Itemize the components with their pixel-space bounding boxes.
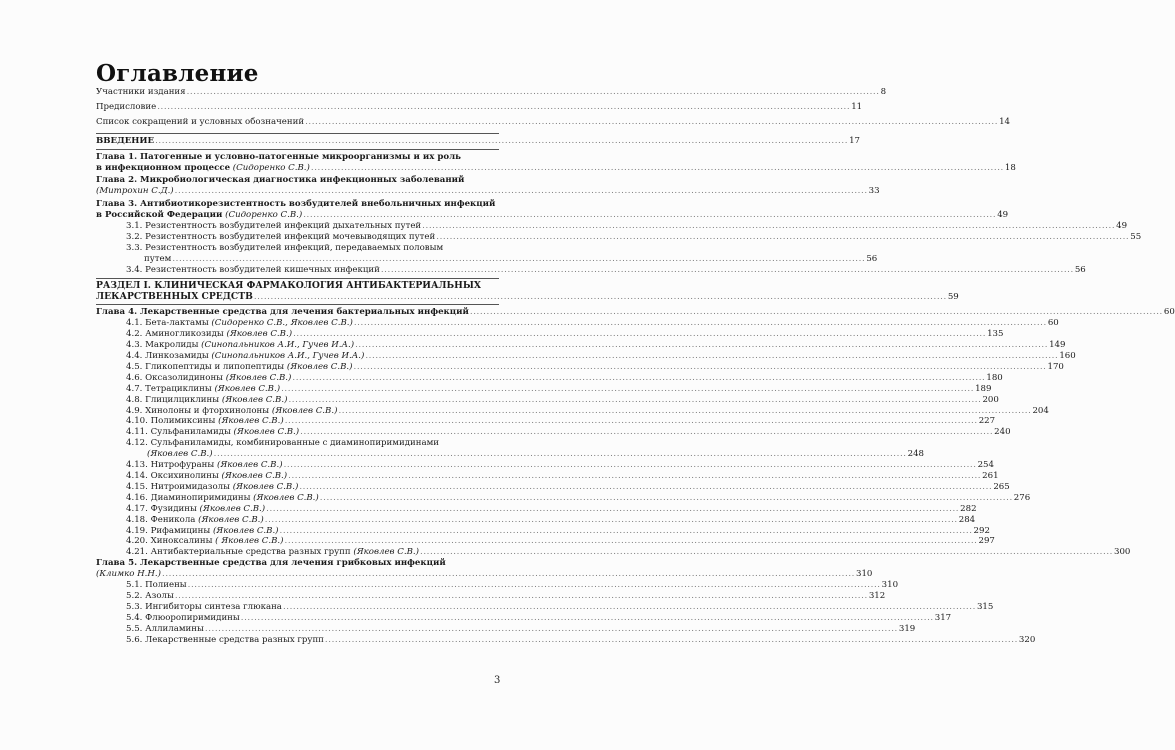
toc-entry-page: 149 [1049, 340, 1066, 351]
toc-chapter-heading: Глава 5. Лекарственные средства для лечения грибковых инфекций [96, 558, 446, 569]
toc-entry-page: 11 [851, 101, 863, 112]
toc-entry-page: 170 [1047, 361, 1064, 372]
toc-entry[interactable] [96, 449, 925, 460]
toc-entry-page: 254 [977, 460, 994, 471]
toc-entry-author: (Яковлев С.В.) [271, 405, 338, 416]
toc-entry[interactable] [96, 361, 1064, 373]
toc-entry[interactable] [96, 623, 916, 635]
table-of-contents [96, 87, 1175, 646]
toc-entry[interactable] [96, 351, 1076, 362]
toc-entry-title: 4.16. Диаминопиримидины [126, 492, 251, 503]
toc-entry-title[interactable]: 3.3. Резистентность возбудителей инфекций, передаваемых половым [126, 242, 444, 253]
toc-entry-author: (Яковлев С.В.) [147, 449, 213, 460]
toc-entry[interactable] [96, 372, 1003, 384]
toc-entry-page: 135 [987, 329, 1004, 340]
toc-entry-author: (Яковлев С.В.) [286, 361, 353, 372]
toc-entry[interactable] [96, 329, 1004, 340]
toc-entry-page: 49 [1116, 221, 1128, 232]
toc-entry[interactable] [96, 264, 1086, 276]
toc-entry-page: 49 [997, 210, 1009, 221]
toc-entry-page: 261 [982, 471, 999, 481]
toc-entry[interactable] [96, 471, 999, 482]
toc-entry-title: 4.17. Фузидины [126, 503, 197, 514]
toc-entry-page: 300 [1113, 547, 1131, 558]
divider [96, 278, 499, 279]
toc-entry-title: 4.4. Линкозамиды [126, 351, 209, 362]
toc-entry-title: 5.2. Азолы [126, 590, 174, 601]
toc-entry[interactable] [96, 135, 860, 147]
toc-entry-page: 265 [993, 481, 1010, 492]
toc-entry-title: 5.4. Флюоропиримидины [126, 612, 240, 623]
toc-entry-author: (Яковлев С.В.) [226, 329, 293, 340]
toc-entry[interactable] [96, 460, 994, 471]
toc-entry-page: 276 [1013, 492, 1031, 503]
toc-entry-page: 315 [976, 601, 994, 612]
toc-entry[interactable] [96, 340, 1066, 351]
toc-entry-page: 160 [1059, 351, 1076, 362]
toc-entry[interactable] [96, 231, 1142, 243]
page-title: Оглавление [96, 60, 259, 87]
toc-entry-title: 3.1. Резистентность возбудителей инфекций дыхательных путей [126, 221, 422, 232]
toc-entry-page: 33 [868, 186, 880, 197]
toc-entry-author: (Яковлев С.В.) [232, 481, 299, 492]
toc-entry[interactable] [96, 569, 873, 580]
toc-entry-author: (Климко Н.Н.) [96, 569, 161, 580]
toc-entry-title: 4.8. Глицилциклины [126, 394, 220, 405]
toc-chapter-heading: Глава 2. Микробиологическая диагностика инфекционных заболеваний [96, 175, 465, 186]
toc-entry-title: ЛЕКАРСТВЕННЫХ СРЕДСТВ [96, 290, 253, 302]
toc-entry-page: 297 [978, 536, 995, 547]
toc-entry-title: 4.15. Нитроимидазолы [126, 481, 230, 492]
toc-entry-page: 60 [1047, 318, 1059, 329]
toc-chapter-heading: Глава 1. Патогенные и условно-патогенные микроорганизмы и их роль [96, 151, 462, 162]
toc-entry[interactable] [96, 634, 1036, 646]
toc-entry-author: (Яковлев С.В.) [221, 471, 288, 481]
toc-entry[interactable] [96, 514, 976, 526]
toc-entry[interactable] [96, 307, 1175, 318]
toc-entry-title: Список сокращений и условных обозначений [96, 116, 305, 127]
toc-entry-title: 5.3. Ингибиторы синтеза глюкана [126, 601, 282, 612]
toc-entry-page: 200 [982, 394, 999, 405]
toc-entry-author: (Яковлев С.В.) [353, 547, 419, 558]
toc-entry-title: 4.5. Гликопептиды и липопептиды [126, 361, 285, 372]
toc-entry-title: 5.1. Полиены [126, 580, 187, 591]
toc-entry-title: 3.4. Резистентность возбудителей кишечных инфекций [126, 264, 380, 275]
toc-entry-author: (Яковлев С.В.) [199, 503, 266, 514]
toc-entry[interactable] [96, 318, 1059, 329]
toc-section-heading: РАЗДЕЛ I. КЛИНИЧЕСКАЯ ФАРМАКОЛОГИЯ АНТИБАКТЕРИАЛЬНЫХ [96, 279, 481, 291]
toc-entry-title: 4.20. Хиноксалины [126, 536, 213, 547]
toc-entry-page: 310 [855, 569, 873, 580]
toc-entry-title: Глава 4. Лекарственные средства для лечения бактериальных инфекций [96, 307, 469, 318]
toc-entry-author: (Сидоренко С.В.) [225, 210, 303, 221]
toc-entry[interactable] [96, 601, 994, 613]
toc-entry[interactable] [96, 87, 887, 98]
toc-entry-title: 4.13. Нитрофураны [126, 460, 215, 471]
toc-entry[interactable] [96, 186, 880, 197]
toc-entry-page: 17 [849, 135, 860, 146]
divider [96, 304, 499, 305]
toc-entry-page: 282 [960, 503, 977, 514]
toc-entry-page: 248 [907, 449, 925, 460]
toc-entry[interactable] [96, 547, 1131, 558]
toc-entry[interactable] [96, 405, 1049, 417]
toc-entry-title: 5.5. Аллиламины [126, 623, 204, 634]
toc-entry-author: (Яковлев С.В.) [212, 525, 279, 536]
toc-entry-title: 4.19. Рифамицины [126, 525, 211, 536]
toc-entry-page: 240 [994, 427, 1011, 438]
page-number: 3 [494, 675, 501, 686]
toc-entry[interactable] [96, 590, 886, 602]
toc-entry[interactable] [96, 612, 952, 624]
toc-entry-title: 4.21. Антибактериальные средства разных групп [126, 547, 351, 558]
toc-entry[interactable] [96, 383, 992, 395]
toc-entry[interactable] [96, 580, 899, 591]
toc-entry[interactable] [96, 116, 1010, 128]
toc-entry-title: в инфекционном процессе [96, 162, 231, 173]
toc-entry-title: 4.10. Полимиксины [126, 416, 216, 427]
toc-entry[interactable] [96, 101, 863, 113]
toc-entry-page: 56 [866, 253, 878, 264]
toc-entry[interactable] [96, 503, 977, 515]
toc-entry-author: (Яковлев С.В.) [214, 383, 281, 394]
toc-entry[interactable] [96, 416, 996, 427]
toc-entry-title: 4.11. Сульфаниламиды [126, 427, 231, 438]
toc-entry[interactable] [96, 221, 1128, 232]
divider [96, 133, 499, 134]
toc-entry-author: (Яковлев С.В.) [253, 492, 319, 503]
toc-entry-title: в Российской Федерации [96, 210, 223, 221]
toc-entry[interactable] [96, 210, 1009, 221]
toc-entry[interactable] [96, 290, 959, 303]
toc-entry-author: (Синопальников А.И., Гучев И.А.) [201, 340, 355, 351]
toc-entry-page: 8 [880, 87, 887, 97]
toc-entry-author: (Синопальников А.И., Гучев И.А.) [211, 351, 365, 362]
toc-entry-page: 59 [947, 291, 959, 302]
toc-entry[interactable] [96, 162, 1016, 174]
toc-entry-page: 284 [958, 514, 976, 525]
toc-entry-title: Участники издания [96, 87, 186, 97]
toc-entry-title: 4.3. Макролиды [126, 340, 199, 351]
toc-entry[interactable] [96, 253, 878, 265]
toc-entry-title: 4.18. Феникола [126, 514, 196, 525]
toc-entry-page: 317 [934, 612, 952, 623]
toc-entry-page: 227 [978, 416, 996, 427]
toc-entry-author: (Яковлев С.В.) [198, 514, 264, 525]
toc-entry[interactable] [96, 492, 1031, 504]
toc-entry-page: 60 [1163, 307, 1175, 318]
toc-entry-author: (Сидоренко С.В., Яковлев С.В.) [211, 318, 353, 329]
toc-entry-author: ( Яковлев С.В.) [215, 536, 284, 547]
toc-entry[interactable] [96, 427, 1011, 438]
toc-entry[interactable] [96, 394, 999, 406]
toc-entry-title: 4.7. Тетрациклины [126, 383, 212, 394]
toc-entry[interactable] [96, 481, 1010, 493]
toc-entry-page: 312 [868, 590, 886, 601]
toc-entry-author: (Яковлев С.В.) [225, 372, 292, 383]
toc-entry-page: 14 [999, 116, 1010, 127]
toc-entry-page: 292 [973, 525, 990, 536]
toc-entry-author: (Митрохин С.Д.) [96, 186, 174, 197]
toc-entry-author: (Сидоренко С.В.) [232, 162, 310, 173]
toc-entry-page: 189 [975, 383, 992, 394]
toc-entry-page: 204 [1032, 405, 1049, 416]
toc-entry-title: 4.1. Бета-лактамы [126, 318, 209, 329]
toc-entry-title: 4.6. Оксазолидиноны [126, 372, 224, 383]
toc-entry-page: 319 [898, 623, 916, 634]
toc-entry-page: 320 [1018, 634, 1036, 645]
toc-entry-author: (Яковлев С.В.) [218, 416, 284, 427]
divider [96, 149, 499, 150]
toc-entry-title: ВВЕДЕНИЕ [96, 135, 155, 146]
toc-entry-author: (Яковлев С.В.) [216, 460, 283, 471]
toc-entry-title: 3.2. Резистентность возбудителей инфекций мочевыводящих путей [126, 231, 436, 242]
toc-entry-page: 180 [986, 372, 1003, 383]
toc-entry-page: 18 [1004, 162, 1016, 173]
toc-entry-title: 5.6. Лекарственные средства разных групп [126, 634, 324, 645]
toc-entry[interactable] [96, 536, 995, 547]
toc-entry-author: (Яковлев С.В.) [221, 394, 288, 405]
toc-chapter-heading: Глава 3. Антибиотикорезистентность возбудителей внебольничных инфекций [96, 199, 496, 210]
toc-entry-title: Предисловие [96, 101, 157, 112]
toc-entry-title: путем [144, 253, 172, 264]
toc-entry-title[interactable]: 4.12. Сульфаниламиды, комбинированные с диаминопиримидинами [126, 438, 439, 449]
toc-entry-author: (Яковлев С.В.) [233, 427, 300, 438]
toc-entry[interactable] [96, 525, 990, 537]
toc-entry-title: 4.2. Аминогликозиды [126, 329, 224, 340]
toc-entry-page: 310 [881, 580, 899, 591]
toc-entry-page: 55 [1130, 231, 1142, 242]
toc-entry-title: 4.14. Оксихинолины [126, 471, 219, 481]
toc-entry-title: 4.9. Хинолоны и фторхинолоны [126, 405, 270, 416]
toc-entry-page: 56 [1074, 264, 1086, 275]
